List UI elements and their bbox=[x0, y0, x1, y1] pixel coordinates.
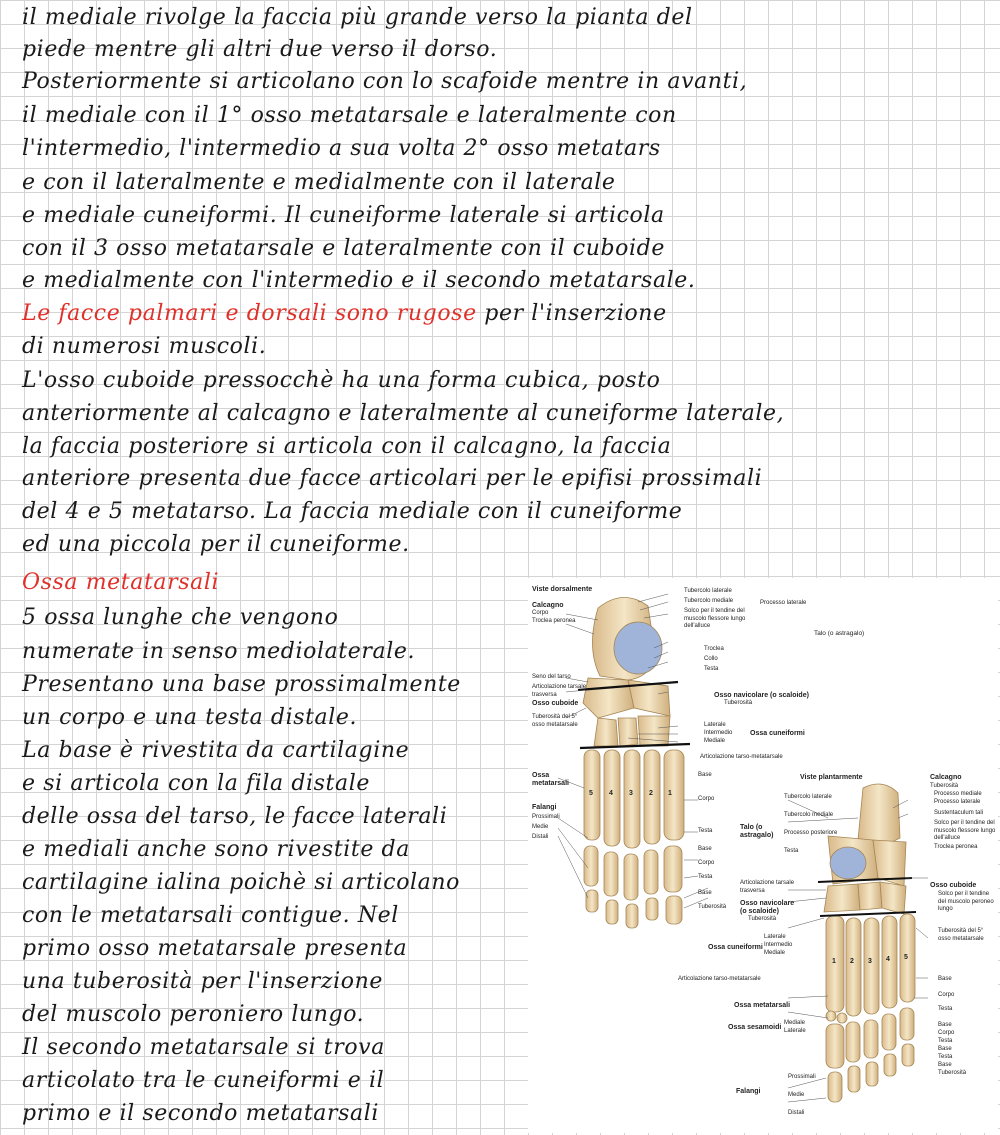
note-line: di numerosi muscoli. bbox=[22, 334, 267, 359]
fig-label: Intermedio bbox=[764, 942, 793, 948]
note-line: e si articola con la fila distale bbox=[22, 771, 370, 796]
note-line: del muscolo peroniero lungo. bbox=[22, 1002, 365, 1027]
fig-label: Processo mediale bbox=[934, 791, 982, 797]
note-line: Posteriormente si articolano con lo scafoide mentre in avanti, bbox=[22, 69, 748, 94]
fig-label: Processo laterale bbox=[760, 600, 807, 606]
fig-label: Medie bbox=[532, 824, 549, 830]
fig-label: Laterale bbox=[784, 1028, 806, 1034]
fig-label: Base bbox=[698, 890, 712, 896]
note-line: primo e il secondo metatarsali bbox=[22, 1101, 379, 1126]
fig-label: Calcagno bbox=[930, 774, 962, 781]
note-line-highlight bbox=[22, 298, 997, 330]
fig-label: Osso cuboide bbox=[532, 700, 579, 707]
fig-label: Seno del tarso bbox=[532, 674, 571, 680]
fig-label: Troclea peronea bbox=[532, 618, 576, 624]
fig-label: Medie bbox=[788, 1092, 805, 1098]
fig-label: Corpo bbox=[698, 796, 715, 802]
bone-number: 3 bbox=[629, 790, 633, 797]
note-line: anteriormente al calcagno e lateralmente al cuneiforme laterale, bbox=[22, 401, 785, 426]
fig-label: Tuberosità del 5° osso metatarsale bbox=[938, 928, 984, 942]
fig-label: Tuberosità bbox=[698, 904, 727, 910]
fig-label: Ossa cuneiformi bbox=[750, 730, 805, 737]
fig-label: Corpo bbox=[938, 1030, 955, 1036]
fig-label: Osso navicolare (o scaloide) bbox=[740, 900, 795, 915]
note-line: e mediali anche sono rivestite da bbox=[22, 837, 410, 862]
fig-label: Osso navicolare (o scaloide) bbox=[714, 692, 809, 699]
bone-number: 2 bbox=[850, 958, 854, 965]
fig-label: Viste plantarmente bbox=[800, 774, 863, 781]
note-line: la faccia posteriore si articola con il calcagno, la faccia bbox=[22, 434, 672, 459]
bone-number: 1 bbox=[832, 958, 836, 965]
fig-label: Testa bbox=[698, 828, 713, 834]
note-line: cartilagine ialina poichè si articolano bbox=[22, 870, 461, 895]
fig-label: Tubercolo laterale bbox=[784, 794, 832, 800]
fig-label: Laterale bbox=[764, 934, 786, 940]
fig-label: Processo posteriore bbox=[784, 830, 838, 836]
foot-skeleton-drawing bbox=[528, 578, 998, 1133]
fig-label: Testa bbox=[938, 1006, 953, 1012]
section-heading: Ossa metatarsali bbox=[22, 570, 220, 595]
note-line: ed una piccola per il cuneiforme. bbox=[22, 532, 410, 557]
note-line: numerate in senso mediolaterale. bbox=[22, 639, 416, 664]
fig-label: Testa bbox=[704, 666, 719, 672]
note-line: primo osso metatarsale presenta bbox=[22, 936, 408, 961]
fig-label: Viste dorsalmente bbox=[532, 586, 593, 593]
note-line: delle ossa del tarso, le facce laterali bbox=[22, 804, 448, 829]
fig-label: Distali bbox=[532, 834, 549, 840]
note-line: e medialmente con l'intermedio e il secondo metatarsale. bbox=[22, 268, 696, 293]
note-line: e mediale cuneiformi. Il cuneiforme laterale si articola bbox=[22, 203, 665, 228]
fig-label: Solco per il tendine del muscolo flessore lungo dell'alluce bbox=[934, 820, 996, 841]
note-line: e con il lateralmente e medialmente con il laterale bbox=[22, 170, 616, 195]
fig-label: Testa bbox=[698, 874, 713, 880]
fig-label: Base bbox=[698, 846, 712, 852]
note-line: 5 ossa lunghe che vengono bbox=[22, 605, 339, 630]
fig-label: Ossa metatarsali bbox=[532, 772, 569, 787]
fig-label: Processo laterale bbox=[934, 799, 981, 805]
fig-label: Testa bbox=[784, 848, 799, 854]
bone-number: 4 bbox=[886, 956, 890, 963]
fig-label: Articolazione tarsale trasversa bbox=[740, 880, 795, 894]
fig-label: Mediale bbox=[784, 1020, 806, 1026]
note-line: il mediale con il 1° osso metatarsale e lateralmente con bbox=[22, 103, 677, 128]
fig-label: Articolazione tarsale trasversa bbox=[532, 684, 587, 698]
fig-label: Talo (o astragalo) bbox=[740, 824, 774, 839]
fig-label: Tuberosità bbox=[724, 700, 753, 706]
fig-label: Osso cuboide bbox=[930, 882, 977, 889]
note-line: Il secondo metatarsale si trova bbox=[22, 1035, 385, 1060]
fig-label: Talo (o astragalo) bbox=[814, 630, 865, 637]
fig-label: Articolazione tarso-metatarsale bbox=[700, 754, 783, 760]
fig-label: Troclea bbox=[704, 646, 724, 652]
note-line: articolato tra le cuneiformi e il bbox=[22, 1068, 385, 1093]
fig-label: Solco per il tendine del muscolo flessore lungo dell'alluce bbox=[684, 608, 746, 629]
bone-number: 3 bbox=[868, 958, 872, 965]
fig-label: Collo bbox=[704, 656, 718, 662]
highlight-text: Le facce palmari e dorsali sono rugose bbox=[22, 301, 477, 326]
fig-label: Intermedio bbox=[704, 730, 733, 736]
note-line: una tuberosità per l'inserzione bbox=[22, 969, 383, 994]
bone-number: 1 bbox=[668, 790, 672, 797]
fig-label: Articolazione tarso-metatarsale bbox=[678, 976, 761, 982]
fig-label: Falangi bbox=[736, 1088, 761, 1095]
note-line: con il 3 osso metatarsale e lateralmente con il cuboide bbox=[22, 236, 665, 261]
fig-label: Mediale bbox=[764, 950, 786, 956]
fig-label: Distali bbox=[788, 1110, 805, 1116]
fig-label: Ossa sesamoidi bbox=[728, 1024, 782, 1031]
note-line: l'intermedio, l'intermedio a sua volta 2° osso metatars bbox=[22, 136, 661, 161]
fig-label: Base bbox=[698, 772, 712, 778]
fig-label: Tubercolo mediale bbox=[684, 598, 734, 604]
fig-label: Tuberosità bbox=[938, 1070, 967, 1076]
note-line: L'osso cuboide pressocchè ha una forma cubica, posto bbox=[22, 368, 661, 393]
fig-label: Tuberosità del 5° osso metatarsale bbox=[532, 714, 578, 728]
fig-label: Tuberosità bbox=[748, 916, 777, 922]
note-tail: per l'inserzione bbox=[476, 301, 667, 326]
fig-label: Laterale bbox=[704, 722, 726, 728]
note-line: anteriore presenta due facce articolari per le epifisi prossimali bbox=[22, 466, 763, 491]
fig-label: Calcagno bbox=[532, 602, 564, 609]
bone-number: 2 bbox=[649, 790, 653, 797]
fig-label: Corpo bbox=[698, 860, 715, 866]
fig-label: Ossa metatarsali bbox=[734, 1002, 791, 1009]
fig-label: Falangi bbox=[532, 804, 557, 811]
fig-label: Tuberosità bbox=[930, 783, 959, 789]
fig-label: Base bbox=[938, 976, 952, 982]
dorsal-foot-view bbox=[578, 597, 690, 928]
fig-label: Prossimali bbox=[532, 814, 560, 820]
note-line: Presentano una base prossimalmente bbox=[22, 672, 461, 697]
fig-label: Mediale bbox=[704, 738, 726, 744]
note-line: un corpo e una testa distale. bbox=[22, 705, 358, 730]
fig-label: Sustentaculum tali bbox=[934, 810, 984, 816]
foot-bones-illustration bbox=[528, 578, 998, 1133]
fig-label: Corpo bbox=[938, 992, 955, 998]
fig-label: Base bbox=[938, 1062, 952, 1068]
fig-label: Tubercolo mediale bbox=[784, 812, 834, 818]
fig-label: Corpo bbox=[532, 610, 549, 616]
bone-number: 5 bbox=[904, 954, 908, 961]
fig-label: Solco per il tendine del muscolo peroneo lungo bbox=[938, 891, 994, 912]
bone-number: 4 bbox=[609, 790, 613, 797]
note-line: piede mentre gli altri due verso il dorso. bbox=[22, 37, 498, 62]
note-line: con le metatarsali contigue. Nel bbox=[22, 903, 399, 928]
note-line: il mediale rivolge la faccia più grande verso la pianta del bbox=[22, 5, 693, 30]
fig-label: Base bbox=[938, 1046, 952, 1052]
fig-label: Base bbox=[938, 1022, 952, 1028]
bone-number: 5 bbox=[589, 790, 593, 797]
fig-label: Testa bbox=[938, 1054, 953, 1060]
fig-label: Testa bbox=[938, 1038, 953, 1044]
fig-label: Tubercolo laterale bbox=[684, 588, 732, 594]
fig-label: Troclea peronea bbox=[934, 844, 978, 850]
note-line: La base è rivestita da cartilagine bbox=[22, 738, 410, 763]
note-line: del 4 e 5 metatarso. La faccia mediale con il cuneiforme bbox=[22, 499, 683, 524]
fig-label: Ossa cuneiformi bbox=[708, 944, 763, 951]
fig-label: Prossimali bbox=[788, 1074, 816, 1080]
